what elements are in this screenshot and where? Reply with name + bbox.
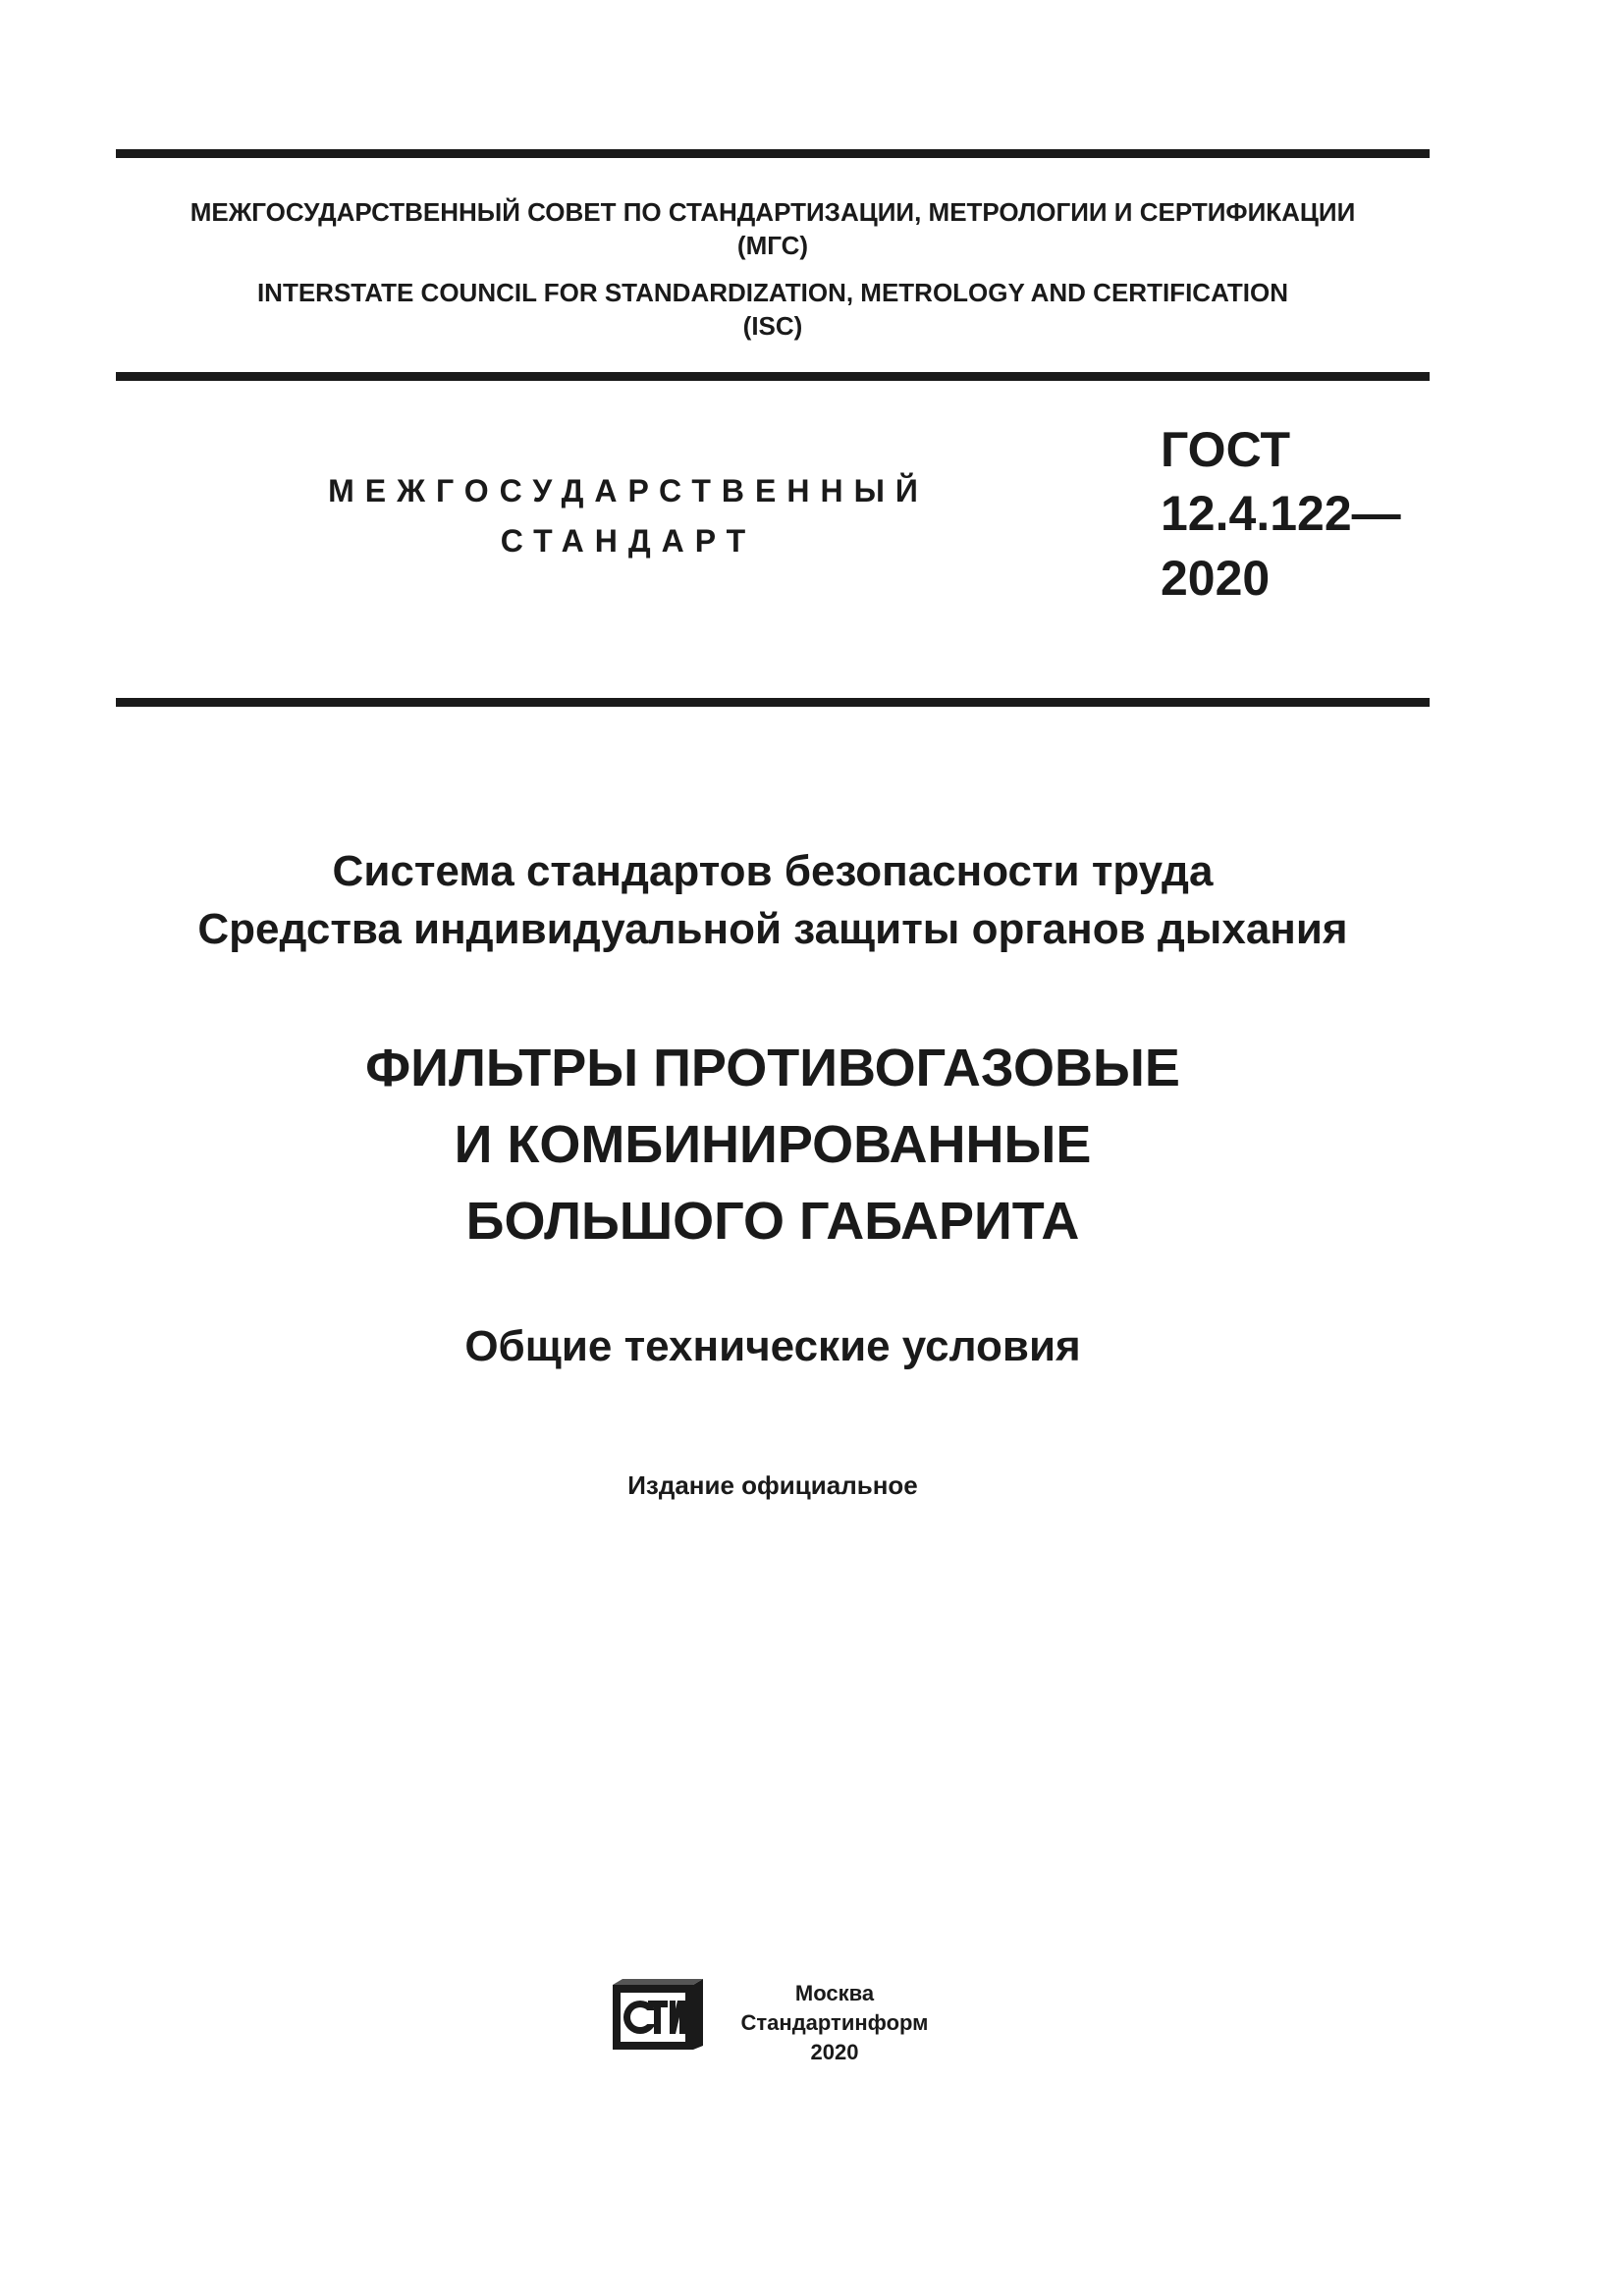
council-name-ru-line: МЕЖГОСУДАРСТВЕННЫЙ СОВЕТ ПО СТАНДАРТИЗАЦИИ, МЕТРОЛОГИИ И СЕРТИФИКАЦИИ [189, 197, 1356, 227]
gost-number: 12.4.122— [1161, 486, 1401, 541]
top-rule [116, 149, 1430, 158]
publication-year: 2020 [810, 2040, 859, 2064]
document-conditions: Общие технические условия [464, 1322, 1081, 1370]
series-subtitle: Средства индивидуальной защиты органов дыхания [197, 905, 1348, 953]
gost-year: 2020 [1161, 551, 1271, 606]
edition-note: Издание официальное [627, 1470, 918, 1500]
document-title-line-2: И КОМБИНИРОВАННЫЕ [454, 1115, 1092, 1174]
standard-type-line-2: СТАНДАРТ [500, 523, 757, 559]
middle-rule [116, 372, 1430, 381]
gost-label: ГОСТ [1161, 422, 1290, 477]
bottom-rule [116, 698, 1430, 707]
document-title-line-1: ФИЛЬТРЫ ПРОТИВОГАЗОВЫЕ [365, 1039, 1180, 1097]
publisher-city: Москва [794, 1981, 875, 2005]
publisher-name: Стандартинформ [740, 2010, 929, 2035]
standartinform-logo-icon [611, 1977, 705, 2054]
standard-type-line-1: МЕЖГОСУДАРСТВЕННЫЙ [328, 473, 929, 508]
council-abbr-ru: (МГС) [736, 231, 809, 260]
council-name-ru [116, 195, 1430, 262]
council-abbr-en: (ISC) [742, 311, 803, 341]
document-title-line-3: БОЛЬШОГО ГАБАРИТА [465, 1192, 1080, 1251]
series-title: Система стандартов безопасности труда [332, 847, 1214, 895]
council-name-en-line: INTERSTATE COUNCIL FOR STANDARDIZATION, METROLOGY AND CERTIFICATION [256, 278, 1289, 307]
council-name-en [116, 276, 1430, 343]
